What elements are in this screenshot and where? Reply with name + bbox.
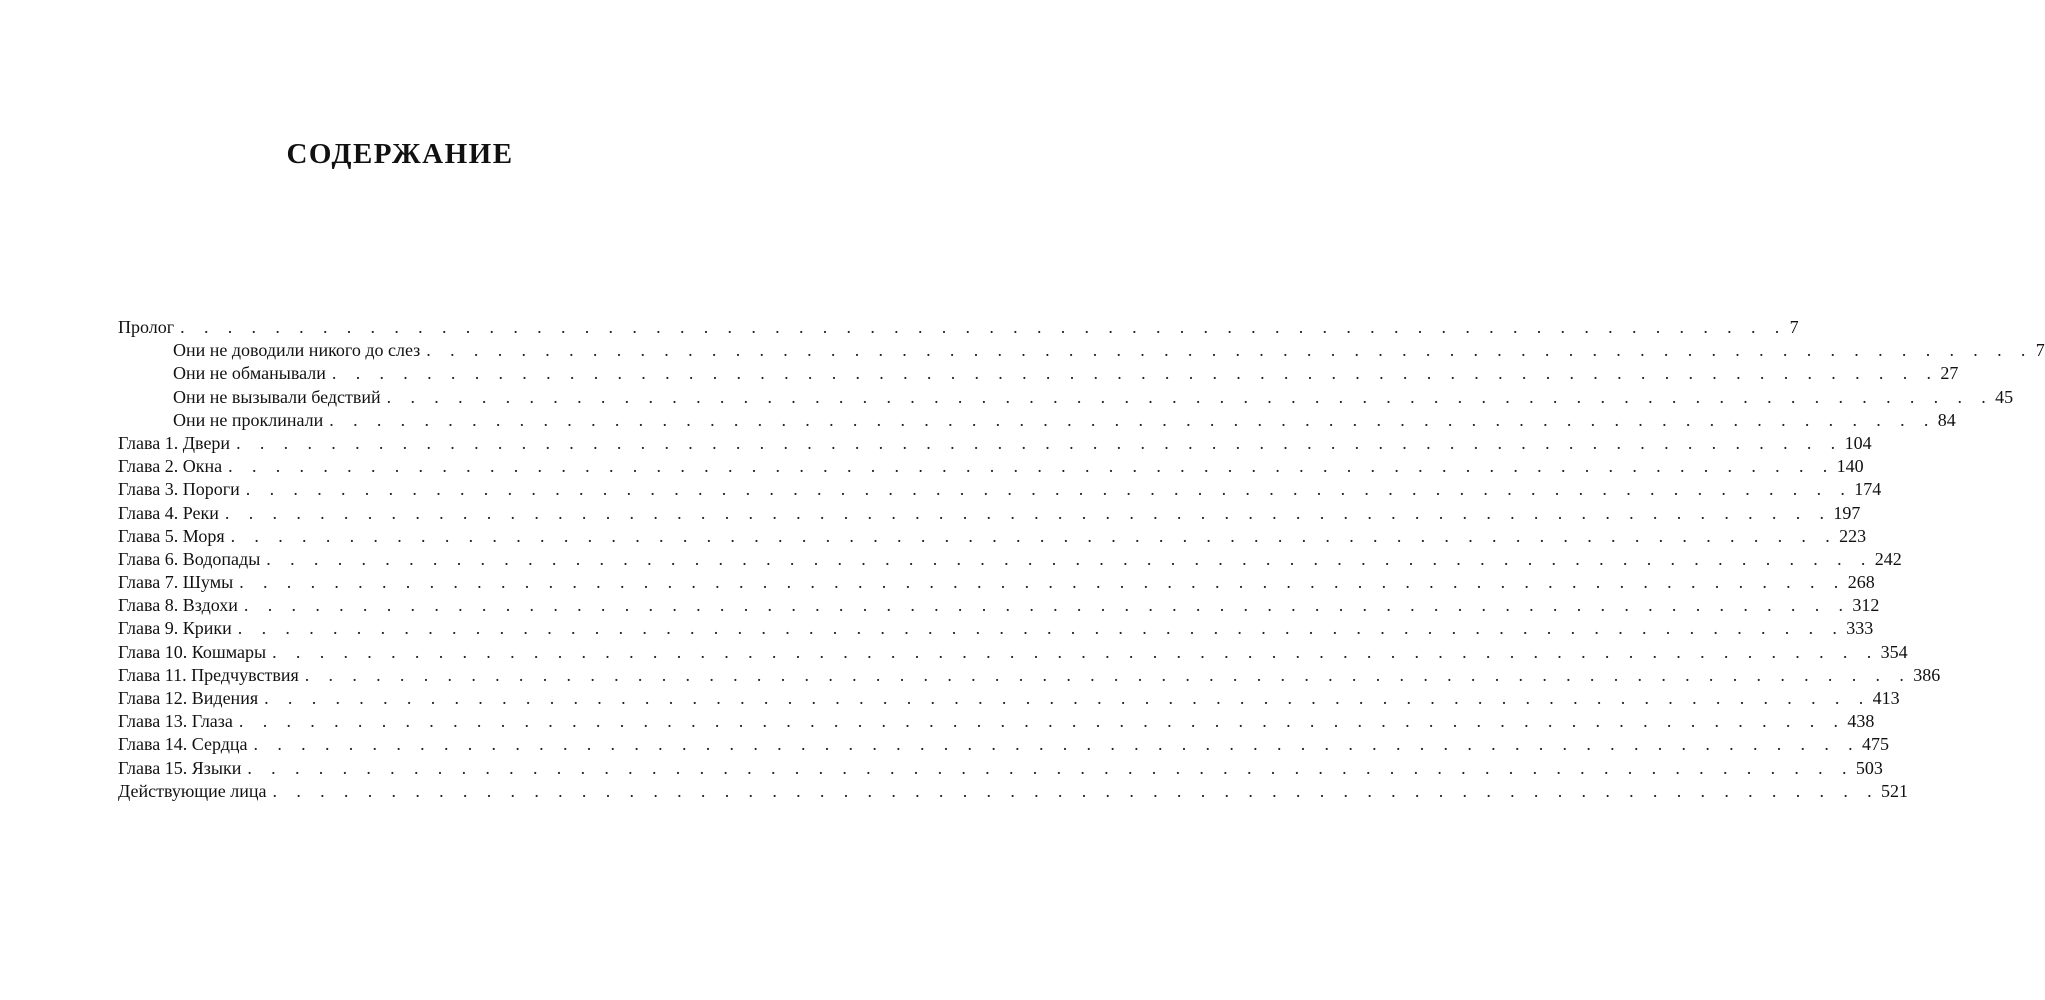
toc-entry-chapter-15[interactable] [118, 757, 1883, 780]
toc-entry-page: 197 [1833, 502, 1861, 523]
dot-leader: . . . . . . . . . . . . . . . . . . . . . . . . . . . . . . . . . . . . . . . . . . . . . . . . . . . . . . . . . . . . . . . . . . . . [243, 595, 1851, 616]
toc-entry-page: 223 [1839, 525, 1867, 546]
dot-leader: . . . . . . . . . . . . . . . . . . . . . . . . . . . . . . . . . . . . . . . . . . . . . . . . . . . . . . . . . . . . . . . . . . . . [237, 618, 1845, 639]
toc-entry-label: Они не проклинали [173, 409, 324, 430]
toc-entry-page: 45 [1995, 386, 2014, 407]
toc-entry-page: 438 [1847, 711, 1875, 732]
toc-entry-page: 7 [2035, 340, 2045, 361]
toc-entry-label: Действующие лица [118, 780, 267, 801]
toc-entry-page: 174 [1854, 479, 1882, 500]
toc-entry-page: 386 [1913, 664, 1941, 685]
toc-entry-page: 268 [1847, 572, 1875, 593]
toc-entry-label: Глава 15. Языки [118, 757, 242, 778]
toc-entry-page: 503 [1855, 757, 1883, 778]
toc-entry-chapter-14[interactable] [118, 733, 1890, 756]
toc-entry-chapter-2[interactable] [118, 455, 1864, 478]
toc-entry-chapter-4[interactable] [118, 502, 1861, 525]
dot-leader: . . . . . . . . . . . . . . . . . . . . . . . . . . . . . . . . . . . . . . . . . . . . . . . . . . . . . . . . . . . . . . . . . . . . [228, 456, 1835, 477]
toc-entry-sub[interactable] [118, 362, 1959, 385]
toc-entry-page: 27 [1940, 363, 1959, 384]
toc-entry-page: 242 [1874, 548, 1902, 569]
dot-leader: . . . . . . . . . . . . . . . . . . . . . . . . . . . . . . . . . . . . . . . . . . . . . . . . . . . . . . . . . . . . . . . . . . . . [266, 548, 1873, 569]
toc-entry-chapter-10[interactable] [118, 641, 1908, 664]
toc-entry-label: Они не обманывали [173, 363, 326, 384]
toc-entry-label: Глава 13. Глаза [118, 711, 233, 732]
dot-leader: . . . . . . . . . . . . . . . . . . . . . . . . . . . . . . . . . . . . . . . . . . . . . . . . . . . . . . . . . . . . . . . . . . . . [224, 502, 1832, 523]
toc-entry-label: Глава 5. Моря [118, 525, 225, 546]
dot-leader: . . . . . . . . . . . . . . . . . . . . . . . . . . . . . . . . . . . . . . . . . . . . . . . . . . . . . . . . . . . . . . . . . . . . [245, 479, 1853, 500]
toc-entry-label: Они не доводили никого до слез [173, 340, 421, 361]
dot-leader: . . . . . . . . . . . . . . . . . . . . . . . . . . . . . . . . . . . . . . . . . . . . . . . . . . . . . . . . . . . . . . . . . . . . [386, 386, 1994, 407]
toc-entry-label: Они не вызывали бедствий [173, 386, 381, 407]
dot-leader: . . . . . . . . . . . . . . . . . . . . . . . . . . . . . . . . . . . . . . . . . . . . . . . . . . . . . . . . . . . . . . . . . . . . [331, 363, 1939, 384]
toc-entry-page: 7 [1789, 317, 1799, 337]
dot-leader: . . . . . . . . . . . . . . . . . . . . . . . . . . . . . . . . . . . . . . . . . . . . . . . . . . . . . . . . . . . . . . . . . . . . [180, 317, 1787, 337]
dot-leader: . . . . . . . . . . . . . . . . . . . . . . . . . . . . . . . . . . . . . . . . . . . . . . . . . . . . . . . . . . . . . . . . . . . . [272, 780, 1880, 801]
toc-entry-label: Глава 8. Вздохи [118, 595, 238, 616]
toc-entry-page: 312 [1852, 595, 1880, 616]
toc-entry-chapter-9[interactable] [118, 617, 1874, 640]
dot-leader: . . . . . . . . . . . . . . . . . . . . . . . . . . . . . . . . . . . . . . . . . . . . . . . . . . . . . . . . . . . . . . . . . . . . [426, 340, 2033, 361]
toc-entry-label: Глава 11. Предчувствия [118, 664, 299, 685]
dot-leader: . . . . . . . . . . . . . . . . . . . . . . . . . . . . . . . . . . . . . . . . . . . . . . . . . . . . . . . . . . . . . . . . . . . . [247, 757, 1854, 778]
toc-entry-chapter-13[interactable] [118, 710, 1875, 733]
dot-leader: . . . . . . . . . . . . . . . . . . . . . . . . . . . . . . . . . . . . . . . . . . . . . . . . . . . . . . . . . . . . . . . . . . . . [230, 525, 1838, 546]
toc-entry-label: Глава 2. Окна [118, 456, 223, 477]
toc-entry-chapter-12[interactable] [118, 687, 1900, 710]
toc-entry-label: Глава 7. Шумы [118, 572, 234, 593]
toc-entry-label: Глава 6. Водопады [118, 548, 261, 569]
dot-leader: . . . . . . . . . . . . . . . . . . . . . . . . . . . . . . . . . . . . . . . . . . . . . . . . . . . . . . . . . . . . . . . . . . . . [304, 664, 1912, 685]
toc-entry-chapter-3[interactable] [118, 478, 1882, 501]
dot-leader: . . . . . . . . . . . . . . . . . . . . . . . . . . . . . . . . . . . . . . . . . . . . . . . . . . . . . . . . . . . . . . . . . . . . [236, 432, 1843, 453]
dot-leader: . . . . . . . . . . . . . . . . . . . . . . . . . . . . . . . . . . . . . . . . . . . . . . . . . . . . . . . . . . . . . . . . . . . . [264, 688, 1871, 708]
table-of-contents [118, 316, 2045, 803]
dot-leader: . . . . . . . . . . . . . . . . . . . . . . . . . . . . . . . . . . . . . . . . . . . . . . . . . . . . . . . . . . . . . . . . . . . . [329, 409, 1936, 430]
toc-entry-sub[interactable] [118, 409, 1956, 432]
toc-entry-chapter-7[interactable] [118, 571, 1875, 594]
toc-entry-chapter-8[interactable] [118, 594, 1880, 617]
dot-leader: . . . . . . . . . . . . . . . . . . . . . . . . . . . . . . . . . . . . . . . . . . . . . . . . . . . . . . . . . . . . . . . . . . . . [238, 711, 1846, 732]
toc-entry-page: 140 [1836, 456, 1864, 477]
toc-entry-chapter-5[interactable] [118, 525, 1867, 548]
toc-entry-page: 84 [1937, 409, 1956, 430]
toc-entry-page: 521 [1881, 780, 1909, 801]
toc-entry-label: Глава 12. Видения [118, 688, 259, 708]
toc-entry-label: Глава 4. Реки [118, 502, 219, 523]
page-title: СОДЕРЖАНИЕ [286, 138, 514, 170]
toc-entry-page: 413 [1872, 688, 1900, 708]
toc-entry-prologue[interactable] [118, 316, 1799, 339]
toc-entry-label: Глава 1. Двери [118, 432, 231, 453]
toc-entry-page: 354 [1880, 641, 1908, 662]
toc-entry-label: Глава 3. Пороги [118, 479, 240, 500]
toc-entry-chapter-1[interactable] [118, 432, 1872, 455]
toc-entry-label: Глава 14. Сердца [118, 734, 248, 755]
toc-entry-label: Пролог [118, 317, 175, 337]
toc-entry-page: 475 [1862, 734, 1890, 755]
toc-entry-characters[interactable] [118, 780, 1909, 803]
toc-entry-label: Глава 10. Кошмары [118, 641, 267, 662]
toc-entry-chapter-6[interactable] [118, 548, 1902, 571]
toc-entry-sub[interactable] [118, 339, 2045, 362]
dot-leader: . . . . . . . . . . . . . . . . . . . . . . . . . . . . . . . . . . . . . . . . . . . . . . . . . . . . . . . . . . . . . . . . . . . . [253, 734, 1861, 755]
toc-entry-sub[interactable] [118, 386, 2014, 409]
toc-entry-page: 104 [1844, 432, 1872, 453]
toc-entry-label: Глава 9. Крики [118, 618, 232, 639]
toc-entry-chapter-11[interactable] [118, 664, 1941, 687]
dot-leader: . . . . . . . . . . . . . . . . . . . . . . . . . . . . . . . . . . . . . . . . . . . . . . . . . . . . . . . . . . . . . . . . . . . . [239, 572, 1846, 593]
toc-entry-page: 333 [1846, 618, 1874, 639]
dot-leader: . . . . . . . . . . . . . . . . . . . . . . . . . . . . . . . . . . . . . . . . . . . . . . . . . . . . . . . . . . . . . . . . . . . . [272, 641, 1879, 662]
